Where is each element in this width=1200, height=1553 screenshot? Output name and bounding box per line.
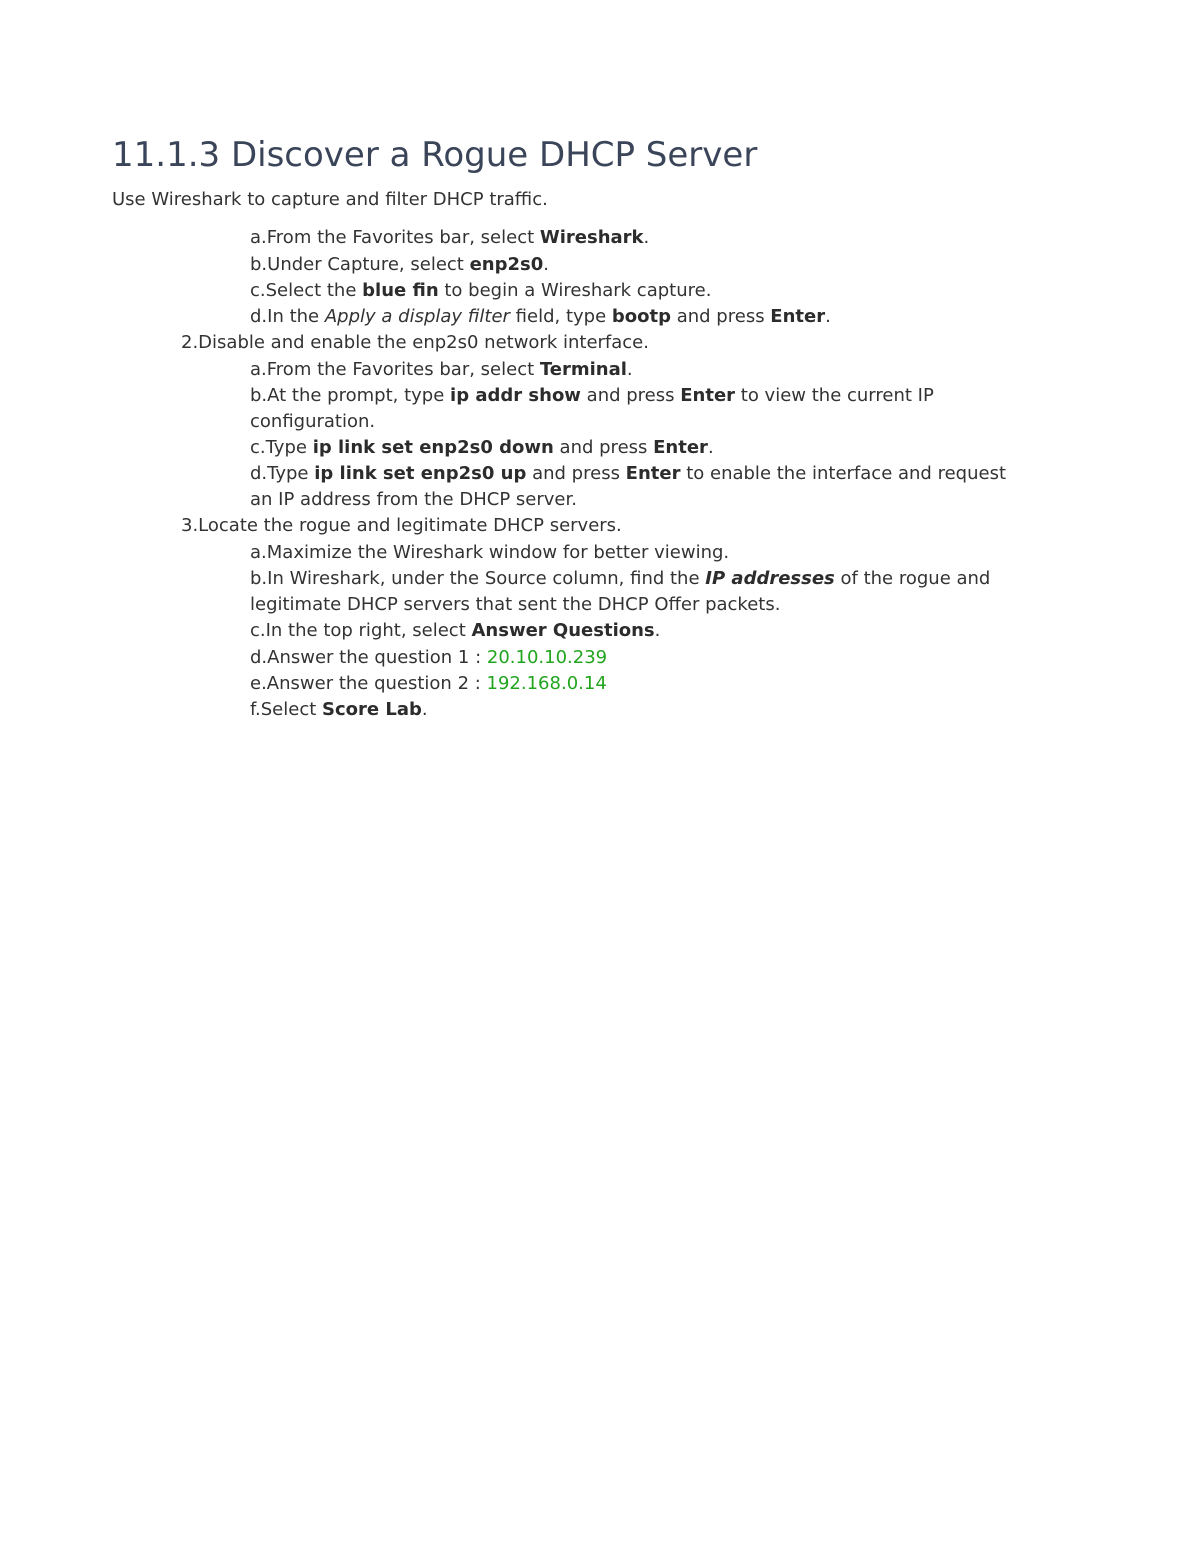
step2-d-cont: an IP address from the DHCP server. (250, 489, 577, 510)
step2-heading: 2.Disable and enable the enp2s0 network interface. (181, 332, 649, 353)
step1-a: a.From the Favorites bar, select Wireshark. (250, 227, 650, 248)
answer-1: 20.10.10.239 (486, 647, 608, 668)
intro-text: Use Wireshark to capture and filter DHCP traffic. (112, 189, 548, 210)
step1-b: b.Under Capture, select enp2s0. (250, 254, 549, 275)
step3-d: d.Answer the question 1 : 20.10.10.239 (250, 647, 608, 668)
step3-b-cont: legitimate DHCP servers that sent the DHCP Offer packets. (250, 594, 781, 615)
step3-c: c.In the top right, select Answer Questions. (250, 620, 661, 641)
step3-a: a.Maximize the Wireshark window for better viewing. (250, 542, 730, 563)
step2-c: c.Type ip link set enp2s0 down and press Enter. (250, 437, 714, 458)
step3-heading: 3.Locate the rogue and legitimate DHCP servers. (181, 515, 622, 536)
step3-e: e.Answer the question 2 : 192.168.0.14 (250, 673, 607, 694)
step2-b-cont: configuration. (250, 411, 376, 432)
answer-2: 192.168.0.14 (486, 673, 607, 694)
step2-a: a.From the Favorites bar, select Terminal. (250, 359, 633, 380)
step3-f: f.Select Score Lab. (250, 699, 428, 720)
step3-b: b.In Wireshark, under the Source column, find the IP addresses of the rogue and (250, 568, 991, 589)
page-title: 11.1.3 Discover a Rogue DHCP Server (112, 135, 758, 175)
step1-d: d.In the Apply a display filter field, type bootp and press Enter. (250, 306, 831, 327)
step2-d: d.Type ip link set enp2s0 up and press Enter to enable the interface and request (250, 463, 1007, 484)
step2-b: b.At the prompt, type ip addr show and press Enter to view the current IP (250, 385, 934, 406)
step1-c: c.Select the blue fin to begin a Wireshark capture. (250, 280, 712, 301)
